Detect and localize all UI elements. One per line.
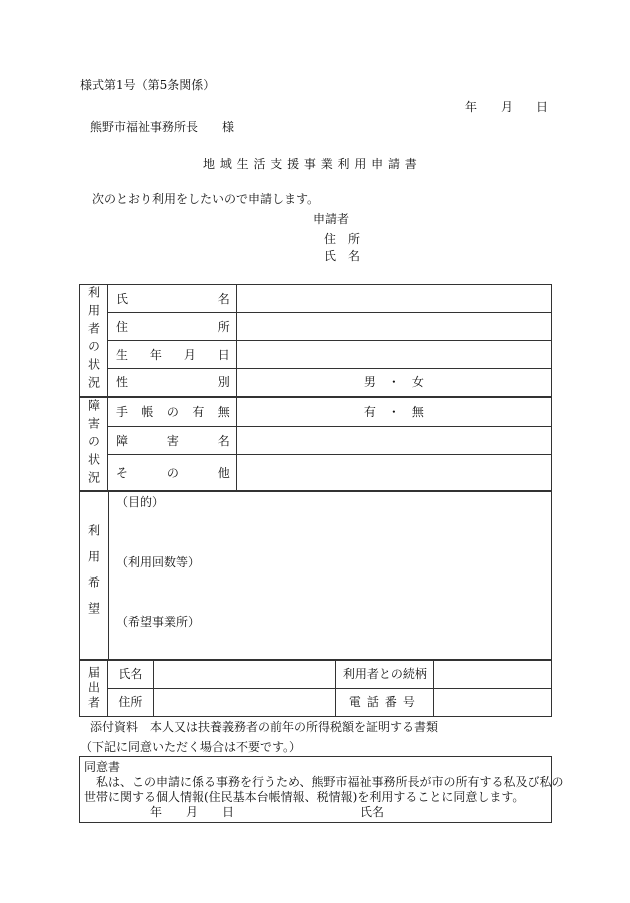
filer-relation-value[interactable] bbox=[434, 660, 552, 688]
disability-name-value[interactable] bbox=[236, 427, 551, 455]
consent-line-2: 世帯に関する個人情報(住民基本台帳情報、税情報)を利用することに同意します。 bbox=[84, 790, 525, 804]
applicant-heading: 申請者 bbox=[313, 212, 350, 226]
user-address-value[interactable] bbox=[236, 313, 551, 341]
intro-text: 次のとおり利用をしたいので申請します。 bbox=[92, 192, 320, 206]
form-number: 様式第1号（第5条関係） bbox=[80, 78, 216, 92]
attachment-text: 添付資料 本人又は扶養義務者の前年の所得税額を証明する書類 bbox=[90, 720, 439, 734]
other-label: そ の 他 bbox=[107, 455, 236, 491]
consent-name-label: 氏名 bbox=[360, 805, 385, 819]
user-gender-value[interactable]: 男 ・ 女 bbox=[236, 369, 551, 397]
usage-section-label: 利用希望 bbox=[80, 492, 109, 660]
filer-name-value[interactable] bbox=[153, 660, 336, 688]
disability-section-label: 障害の状況 bbox=[80, 397, 108, 491]
date-month-label: 月 bbox=[501, 100, 514, 114]
consent-title: 同意書 bbox=[84, 760, 121, 774]
usage-frequency[interactable]: （利用回数等） bbox=[116, 555, 201, 569]
addressee: 熊野市福祉事務所長 様 bbox=[90, 120, 235, 134]
user-birthdate-value[interactable] bbox=[236, 341, 551, 369]
user-address-label: 住 所 bbox=[107, 313, 236, 341]
user-name-label: 氏 名 bbox=[107, 285, 236, 313]
filer-address-label: 住所 bbox=[107, 688, 153, 716]
user-section-label: 利用者の状況 bbox=[80, 285, 108, 397]
disability-name-label: 障 害 名 bbox=[107, 427, 236, 455]
handbook-label: 手 帳 の 有 無 bbox=[107, 397, 236, 427]
handbook-value[interactable]: 有 ・ 無 bbox=[236, 397, 551, 427]
status-table bbox=[79, 284, 552, 491]
filer-phone-label: 電話番号 bbox=[336, 688, 434, 716]
filer-address-value[interactable] bbox=[153, 688, 336, 716]
consent-month-label: 月 bbox=[186, 805, 199, 819]
applicant-name-label: 氏 名 bbox=[324, 249, 361, 263]
consent-line-1: 私は、この申請に係る事務を行うため、熊野市福祉事務所長が市の所有する私及び私の bbox=[84, 775, 564, 789]
filer-relation-label: 利用者との続柄 bbox=[336, 660, 434, 688]
consent-box bbox=[79, 756, 564, 823]
usage-section bbox=[79, 490, 552, 661]
filer-section-label: 届出者 bbox=[80, 660, 108, 716]
user-name-value[interactable] bbox=[236, 285, 551, 313]
user-birthdate-label: 生 年 月 日 bbox=[107, 341, 236, 369]
date-day-label: 日 bbox=[536, 100, 549, 114]
filer-phone-value[interactable] bbox=[434, 688, 552, 716]
user-gender-label: 性 別 bbox=[107, 369, 236, 397]
attachment-note: （下記に同意いただく場合は不要です。） bbox=[80, 740, 302, 754]
filer-name-label: 氏名 bbox=[107, 660, 153, 688]
usage-purpose[interactable]: （目的） bbox=[116, 495, 165, 509]
usage-facility[interactable]: （希望事業所） bbox=[116, 615, 201, 629]
filer-table bbox=[79, 659, 552, 717]
consent-year-label: 年 bbox=[150, 805, 163, 819]
date-year-label: 年 bbox=[465, 100, 478, 114]
consent-day-label: 日 bbox=[222, 805, 235, 819]
applicant-address-label: 住 所 bbox=[324, 232, 361, 246]
form-title: 地 域 生 活 支 援 事 業 利 用 申 請 書 bbox=[203, 157, 418, 171]
other-value[interactable] bbox=[236, 455, 551, 491]
